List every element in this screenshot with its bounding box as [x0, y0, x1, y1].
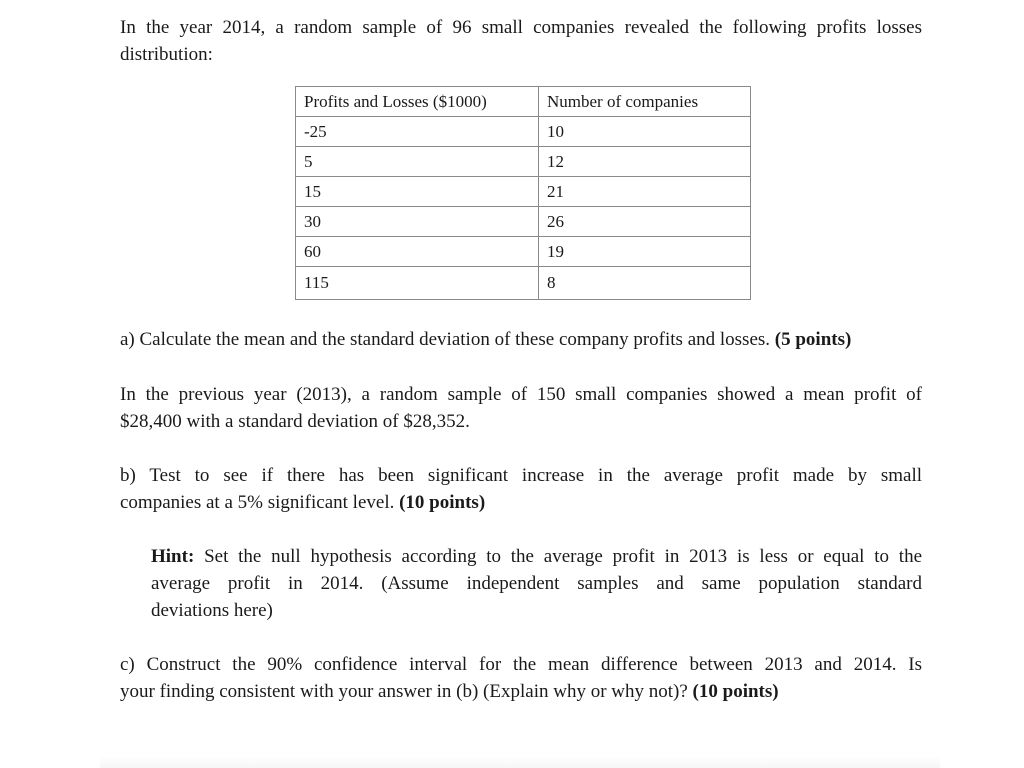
- count-cell: 8: [539, 267, 751, 300]
- question-b-line-2-wrap: [120, 489, 922, 516]
- profits-losses-table: [295, 86, 751, 300]
- question-a-text: a) Calculate the mean and the standard deviation of these company profits and losses.: [120, 329, 771, 350]
- question-b-points: (10 points): [399, 492, 486, 513]
- profit-cell: 5: [296, 147, 539, 177]
- table-row: [296, 147, 751, 177]
- hint-paragraph: [151, 543, 922, 624]
- page-bottom-shadow: [100, 756, 940, 768]
- question-c-points: (10 points): [692, 681, 779, 702]
- profit-cell: 115: [296, 267, 539, 300]
- question-b-line-1: b) Test to see if there has been significant increase in the average profit made by small: [120, 465, 922, 486]
- hint-line-3: deviations here): [151, 600, 273, 621]
- hint-line-1-wrap: [151, 543, 922, 570]
- table-row: [296, 207, 751, 237]
- previous-year-line-1: In the previous year (2013), a random sample of 150 small companies showed a mean profit of: [120, 384, 922, 405]
- profit-cell: 60: [296, 237, 539, 267]
- count-cell: 21: [539, 177, 751, 207]
- question-a-line: [120, 326, 922, 353]
- previous-year-paragraph: [120, 381, 922, 435]
- header-profits-losses: Profits and Losses ($1000): [296, 87, 539, 117]
- table-row: [296, 237, 751, 267]
- profit-cell: 15: [296, 177, 539, 207]
- header-number-of-companies: Number of companies: [539, 87, 751, 117]
- question-b-line-2: companies at a 5% significant level.: [120, 492, 395, 513]
- question-c-line-1: c) Construct the 90% confidence interval for the mean difference between 2013 and 2014. Is: [120, 654, 922, 675]
- question-c-line-2-wrap: [120, 678, 922, 705]
- table-row: [296, 117, 751, 147]
- profit-cell: -25: [296, 117, 539, 147]
- hint-label: Hint:: [151, 546, 195, 567]
- question-c-line-2: your finding consistent with your answer in (b) (Explain why or why not)?: [120, 681, 688, 702]
- question-a: [120, 326, 922, 353]
- hint-line-1: Set the null hypothesis according to the average profit in 2013 is less or equal to the: [204, 546, 923, 567]
- question-b: [120, 462, 922, 516]
- count-cell: 26: [539, 207, 751, 237]
- intro-line-2: distribution:: [120, 44, 213, 65]
- count-cell: 12: [539, 147, 751, 177]
- intro-paragraph: [120, 14, 922, 68]
- count-cell: 10: [539, 117, 751, 147]
- table-row: [296, 267, 751, 300]
- intro-line-1: In the year 2014, a random sample of 96 small companies revealed the following profits losses: [120, 17, 922, 38]
- hint-line-2: average profit in 2014. (Assume independent samples and same population standard: [151, 573, 922, 594]
- question-a-points: (5 points): [774, 329, 852, 350]
- table-row: [296, 177, 751, 207]
- table-header-row: [296, 87, 751, 117]
- question-c: [120, 651, 922, 705]
- profit-cell: 30: [296, 207, 539, 237]
- previous-year-line-2: $28,400 with a standard deviation of $28,352.: [120, 411, 470, 432]
- count-cell: 19: [539, 237, 751, 267]
